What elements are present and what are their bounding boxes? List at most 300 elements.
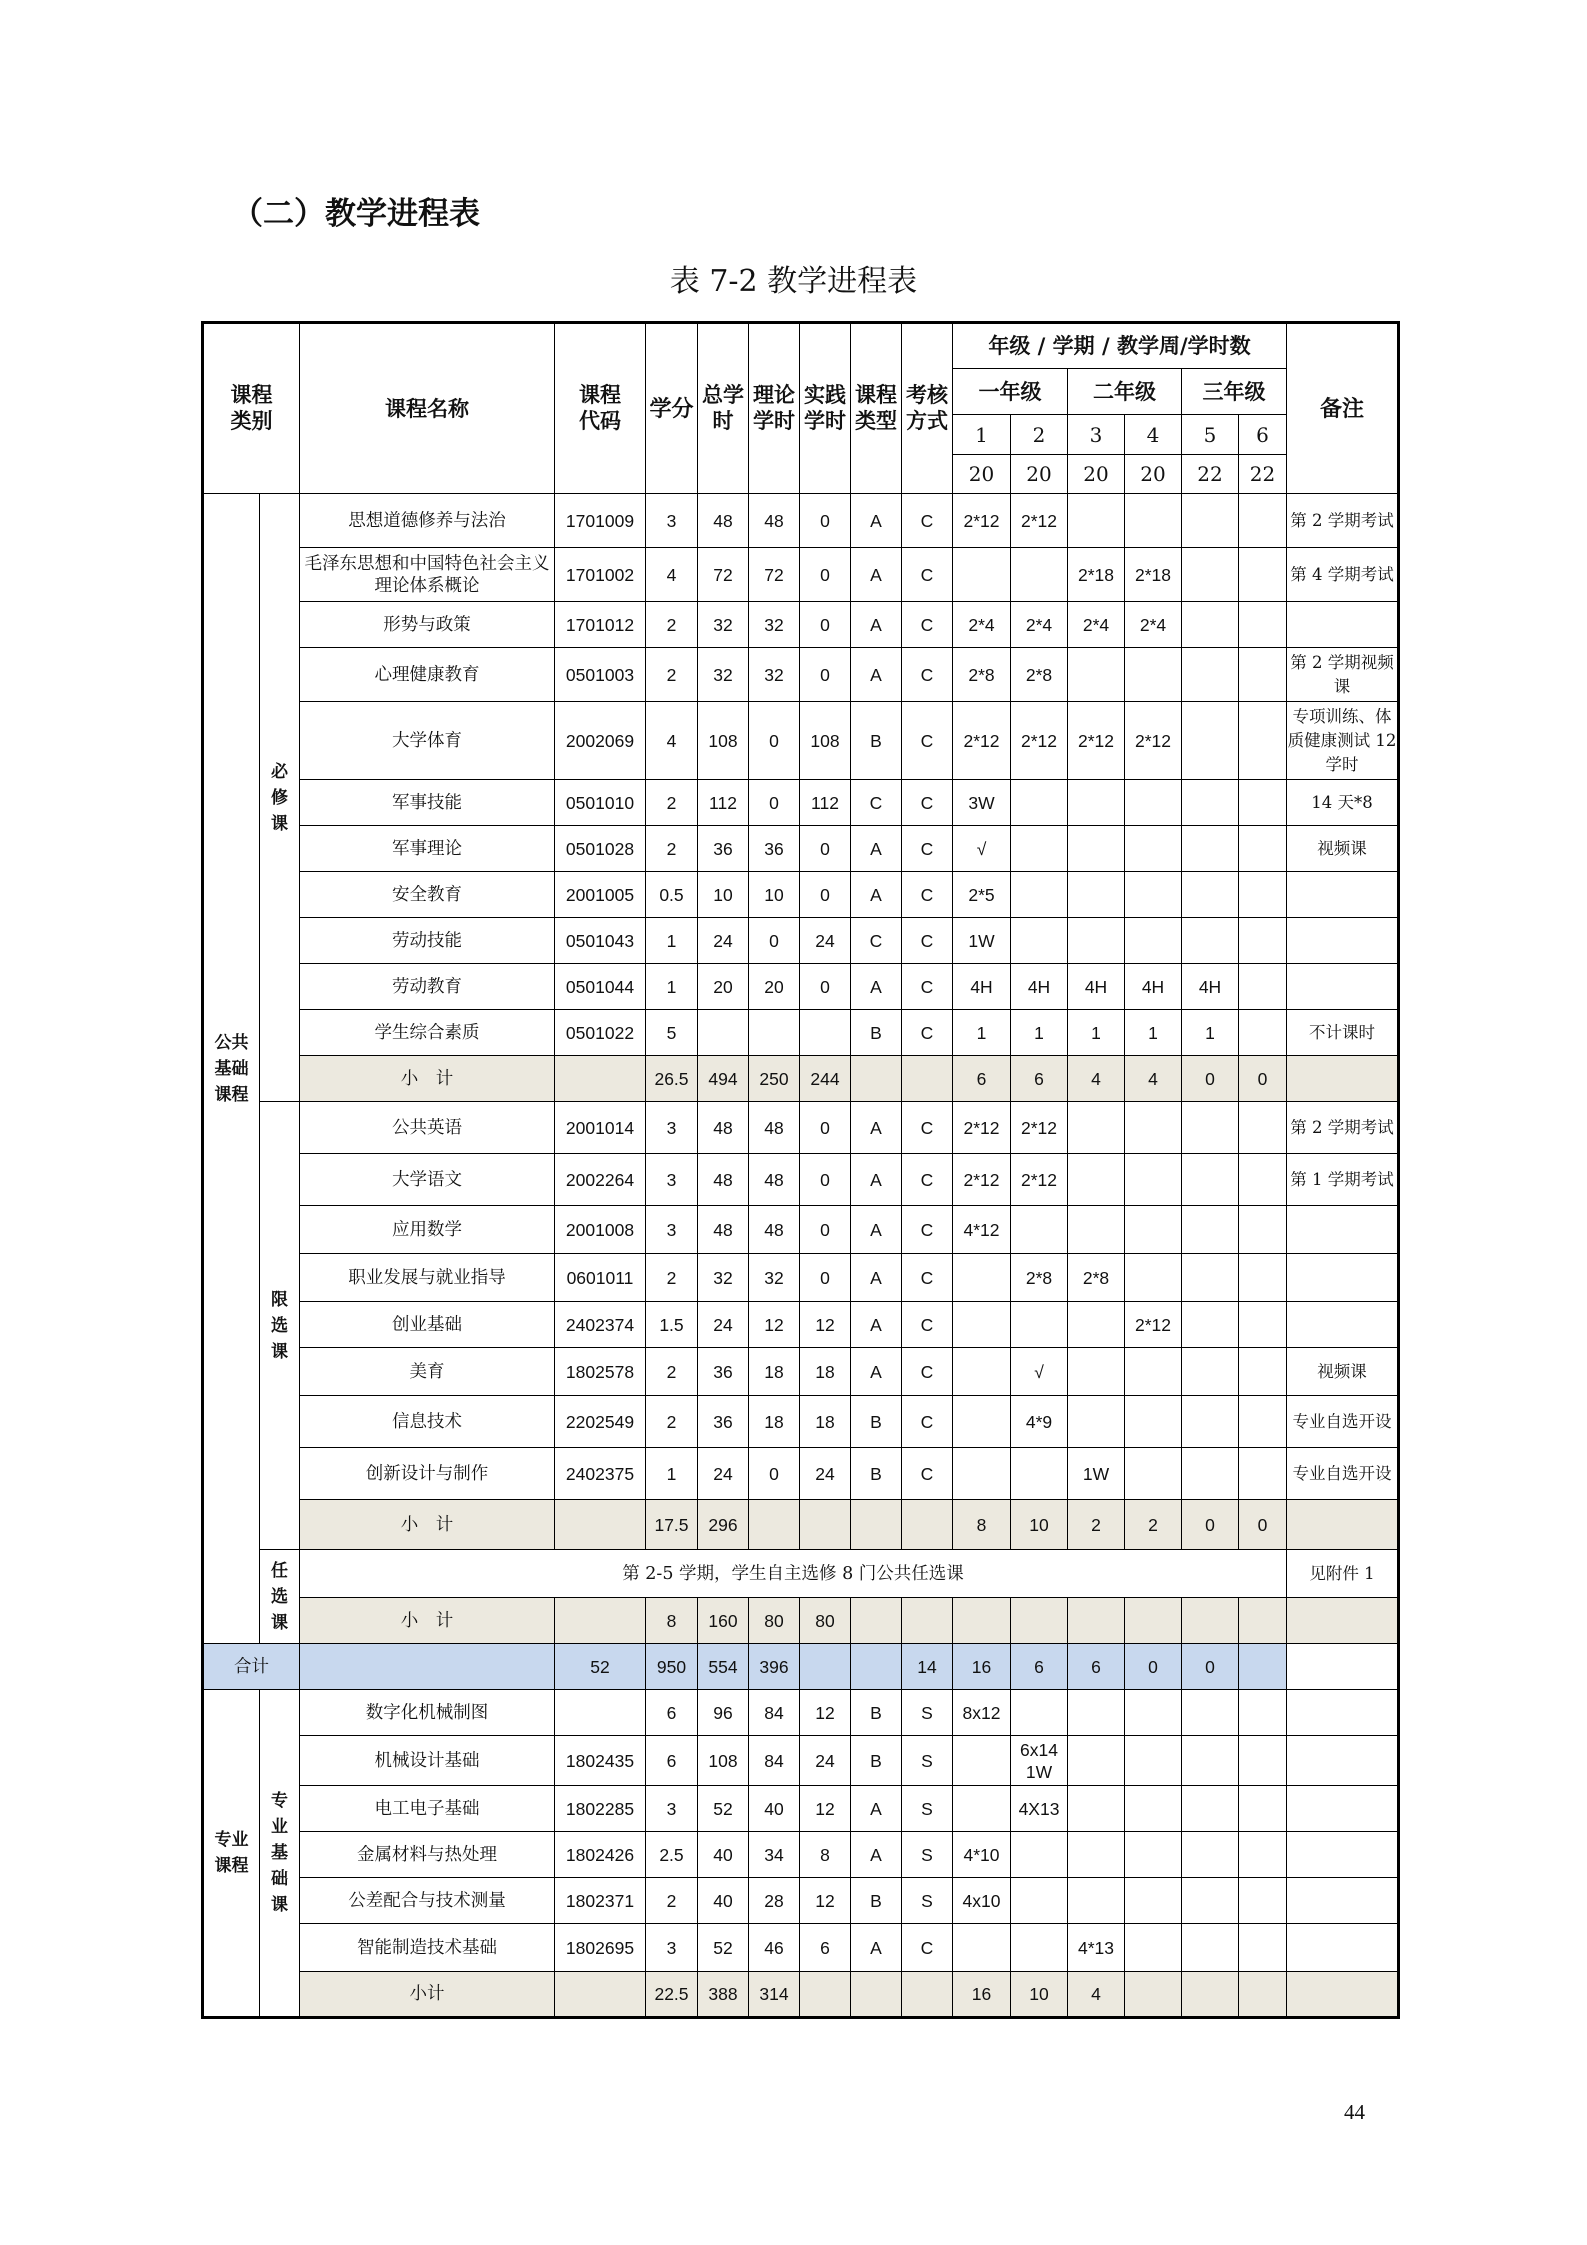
subtotal-term-hours: 4 bbox=[1068, 1056, 1125, 1102]
subtotal-empty bbox=[851, 1056, 902, 1102]
course-term-hours bbox=[1182, 1254, 1239, 1302]
course-term-hours: 1 bbox=[1068, 1010, 1125, 1056]
course-exam: C bbox=[902, 780, 953, 826]
course-term-hours: 2*12 bbox=[1011, 1102, 1068, 1154]
course-term-hours bbox=[1182, 648, 1239, 702]
header-term: 6 bbox=[1239, 415, 1287, 455]
course-type: B bbox=[851, 1010, 902, 1056]
course-term-hours: 2*12 bbox=[1068, 702, 1125, 780]
course-code: 2002069 bbox=[555, 702, 646, 780]
course-name: 学生综合素质 bbox=[300, 1010, 555, 1056]
course-credit: 2 bbox=[646, 1878, 698, 1924]
course-term-hours bbox=[1011, 1206, 1068, 1254]
course-term-hours bbox=[1239, 1206, 1287, 1254]
course-row bbox=[203, 648, 1399, 702]
course-code: 0601011 bbox=[555, 1254, 646, 1302]
course-total-hours: 48 bbox=[698, 1102, 749, 1154]
course-row bbox=[203, 1878, 1399, 1924]
course-term-hours: 2*12 bbox=[1125, 702, 1182, 780]
course-term-hours: 3W bbox=[953, 780, 1011, 826]
subcategory-elective bbox=[260, 1550, 300, 1644]
course-exam: C bbox=[902, 918, 953, 964]
header-weeks: 20 bbox=[953, 455, 1011, 494]
course-term-hours: 2*8 bbox=[1068, 1254, 1125, 1302]
course-term-hours bbox=[1182, 1102, 1239, 1154]
course-total-hours: 96 bbox=[698, 1690, 749, 1736]
course-term-hours bbox=[1068, 494, 1125, 548]
elective-row bbox=[203, 1550, 1399, 1598]
course-credit: 5 bbox=[646, 1010, 698, 1056]
header-weeks: 20 bbox=[1011, 455, 1068, 494]
course-term-hours bbox=[1068, 1302, 1125, 1348]
elective-description: 第 2-5 学期，学生自主选修 8 门公共任选课 bbox=[300, 1550, 1287, 1598]
course-code: 2402374 bbox=[555, 1302, 646, 1348]
subtotal-term-hours: 2 bbox=[1068, 1500, 1125, 1550]
course-exam: S bbox=[902, 1690, 953, 1736]
course-term-hours bbox=[1068, 1786, 1125, 1832]
course-credit: 0.5 bbox=[646, 872, 698, 918]
course-theory-hours: 20 bbox=[749, 964, 800, 1010]
course-credit: 3 bbox=[646, 1924, 698, 1972]
course-total-hours: 52 bbox=[698, 1924, 749, 1972]
course-practice-hours: 0 bbox=[800, 964, 851, 1010]
course-exam: C bbox=[902, 1924, 953, 1972]
subtotal-empty bbox=[1287, 1056, 1399, 1102]
course-row bbox=[203, 1396, 1399, 1448]
course-exam: S bbox=[902, 1736, 953, 1786]
course-type: B bbox=[851, 702, 902, 780]
course-practice-hours: 0 bbox=[800, 1102, 851, 1154]
course-term-hours bbox=[1125, 1878, 1182, 1924]
course-row bbox=[203, 918, 1399, 964]
subtotal-empty bbox=[851, 1598, 902, 1644]
subtotal-empty bbox=[555, 1598, 646, 1644]
course-credit: 2 bbox=[646, 826, 698, 872]
course-term-hours bbox=[1125, 648, 1182, 702]
course-practice-hours: 6 bbox=[800, 1924, 851, 1972]
course-type: A bbox=[851, 494, 902, 548]
course-term-hours bbox=[1182, 826, 1239, 872]
course-credit: 2 bbox=[646, 1254, 698, 1302]
total-label: 合计 bbox=[203, 1644, 300, 1690]
course-note bbox=[1287, 1832, 1399, 1878]
course-credit: 3 bbox=[646, 1102, 698, 1154]
course-term-hours: 4*12 bbox=[953, 1206, 1011, 1254]
vertical-label: 限选课 bbox=[271, 1289, 288, 1362]
course-practice-hours: 12 bbox=[800, 1302, 851, 1348]
header-category: 课程类别 bbox=[203, 323, 300, 494]
course-theory-hours: 32 bbox=[749, 648, 800, 702]
course-note: 第 2 学期考试 bbox=[1287, 1102, 1399, 1154]
course-credit: 3 bbox=[646, 1206, 698, 1254]
course-term-hours bbox=[1182, 872, 1239, 918]
course-credit: 6 bbox=[646, 1690, 698, 1736]
course-name: 军事技能 bbox=[300, 780, 555, 826]
subtotal-empty bbox=[555, 1056, 646, 1102]
course-row bbox=[203, 548, 1399, 602]
course-row bbox=[203, 964, 1399, 1010]
course-term-hours bbox=[1182, 602, 1239, 648]
course-term-hours: 6x14 1W bbox=[1011, 1736, 1068, 1786]
course-row bbox=[203, 1736, 1399, 1786]
subtotal-theory-hours bbox=[749, 1500, 800, 1550]
subtotal-row bbox=[203, 1972, 1399, 2018]
course-term-hours bbox=[1011, 1832, 1068, 1878]
subtotal-theory-hours: 250 bbox=[749, 1056, 800, 1102]
course-name: 军事理论 bbox=[300, 826, 555, 872]
course-row bbox=[203, 702, 1399, 780]
course-term-hours bbox=[1182, 1832, 1239, 1878]
course-term-hours bbox=[1125, 1448, 1182, 1500]
course-term-hours: 4*10 bbox=[953, 1832, 1011, 1878]
header-course-type: 课程类型 bbox=[851, 323, 902, 494]
course-term-hours: 1 bbox=[953, 1010, 1011, 1056]
course-row bbox=[203, 1924, 1399, 1972]
course-total-hours: 72 bbox=[698, 548, 749, 602]
course-row bbox=[203, 1254, 1399, 1302]
course-practice-hours: 12 bbox=[800, 1786, 851, 1832]
course-row bbox=[203, 1010, 1399, 1056]
course-term-hours bbox=[1182, 1448, 1239, 1500]
course-name: 心理健康教育 bbox=[300, 648, 555, 702]
course-total-hours: 24 bbox=[698, 918, 749, 964]
course-type: A bbox=[851, 964, 902, 1010]
course-total-hours: 20 bbox=[698, 964, 749, 1010]
course-term-hours bbox=[1182, 1396, 1239, 1448]
category-public bbox=[203, 494, 260, 1644]
course-credit: 3 bbox=[646, 1154, 698, 1206]
header-theory-hours: 理论学时 bbox=[749, 323, 800, 494]
course-theory-hours: 34 bbox=[749, 1832, 800, 1878]
subtotal-empty bbox=[1287, 1598, 1399, 1644]
subtotal-term-hours bbox=[1182, 1598, 1239, 1644]
course-theory-hours: 18 bbox=[749, 1396, 800, 1448]
course-term-hours bbox=[1068, 1878, 1125, 1924]
total-term-hours: 0 bbox=[1125, 1644, 1182, 1690]
course-term-hours: 2*12 bbox=[1125, 1302, 1182, 1348]
course-term-hours: 2*12 bbox=[1011, 1154, 1068, 1206]
course-name: 数字化机械制图 bbox=[300, 1690, 555, 1736]
course-code: 0501028 bbox=[555, 826, 646, 872]
course-term-hours bbox=[1239, 1448, 1287, 1500]
course-practice-hours: 112 bbox=[800, 780, 851, 826]
course-row bbox=[203, 1832, 1399, 1878]
course-row bbox=[203, 1690, 1399, 1736]
subtotal-term-hours: 4 bbox=[1068, 1972, 1125, 2018]
course-term-hours bbox=[1068, 1102, 1125, 1154]
course-term-hours: 1 bbox=[1011, 1010, 1068, 1056]
course-credit: 2 bbox=[646, 648, 698, 702]
course-term-hours: 2*4 bbox=[1011, 602, 1068, 648]
course-credit: 2 bbox=[646, 1348, 698, 1396]
course-type: A bbox=[851, 602, 902, 648]
course-practice-hours: 18 bbox=[800, 1396, 851, 1448]
course-credit: 2.5 bbox=[646, 1832, 698, 1878]
subtotal-term-hours: 0 bbox=[1182, 1056, 1239, 1102]
course-code: 0501003 bbox=[555, 648, 646, 702]
course-term-hours bbox=[953, 548, 1011, 602]
subtotal-total-hours: 160 bbox=[698, 1598, 749, 1644]
course-term-hours bbox=[1239, 1396, 1287, 1448]
subcategory-prof-basic bbox=[260, 1690, 300, 2018]
subtotal-credit: 26.5 bbox=[646, 1056, 698, 1102]
course-note bbox=[1287, 602, 1399, 648]
course-term-hours bbox=[1125, 918, 1182, 964]
vertical-label: 公共基础课程 bbox=[214, 1032, 249, 1105]
course-term-hours bbox=[1182, 548, 1239, 602]
course-term-hours bbox=[1239, 964, 1287, 1010]
course-code: 2001014 bbox=[555, 1102, 646, 1154]
course-credit: 3 bbox=[646, 494, 698, 548]
course-code: 1701002 bbox=[555, 548, 646, 602]
course-note: 专业自选开设 bbox=[1287, 1396, 1399, 1448]
subtotal-term-hours bbox=[1182, 1972, 1239, 2018]
course-note: 专业自选开设 bbox=[1287, 1448, 1399, 1500]
course-term-hours: 2*18 bbox=[1068, 548, 1125, 602]
subtotal-credit: 17.5 bbox=[646, 1500, 698, 1550]
total-term-hours: 14 bbox=[902, 1644, 953, 1690]
course-name: 劳动教育 bbox=[300, 964, 555, 1010]
subtotal-label: 小 计 bbox=[300, 1598, 555, 1644]
subtotal-empty bbox=[902, 1056, 953, 1102]
subtotal-label: 小 计 bbox=[300, 1056, 555, 1102]
course-name: 大学语文 bbox=[300, 1154, 555, 1206]
subtotal-label: 小计 bbox=[300, 1972, 555, 2018]
course-term-hours bbox=[1125, 494, 1182, 548]
course-credit: 1 bbox=[646, 918, 698, 964]
course-note bbox=[1287, 964, 1399, 1010]
course-type: A bbox=[851, 872, 902, 918]
course-theory-hours: 72 bbox=[749, 548, 800, 602]
course-note: 视频课 bbox=[1287, 826, 1399, 872]
subtotal-empty bbox=[902, 1972, 953, 2018]
course-term-hours bbox=[1125, 1690, 1182, 1736]
subtotal-term-hours: 6 bbox=[953, 1056, 1011, 1102]
course-term-hours: 2*8 bbox=[953, 648, 1011, 702]
course-row bbox=[203, 494, 1399, 548]
course-exam: C bbox=[902, 702, 953, 780]
subtotal-empty bbox=[851, 1972, 902, 2018]
course-exam: C bbox=[902, 602, 953, 648]
course-type: B bbox=[851, 1736, 902, 1786]
course-term-hours bbox=[1182, 1786, 1239, 1832]
course-theory-hours: 0 bbox=[749, 702, 800, 780]
course-term-hours bbox=[1125, 1154, 1182, 1206]
course-term-hours: 4X13 bbox=[1011, 1786, 1068, 1832]
course-practice-hours: 0 bbox=[800, 872, 851, 918]
course-credit: 6 bbox=[646, 1736, 698, 1786]
course-term-hours: 1 bbox=[1125, 1010, 1182, 1056]
course-term-hours: √ bbox=[1011, 1348, 1068, 1396]
header-year3: 三年级 bbox=[1182, 369, 1287, 415]
header-exam-method: 考核方式 bbox=[902, 323, 953, 494]
header-term: 3 bbox=[1068, 415, 1125, 455]
subtotal-empty bbox=[851, 1500, 902, 1550]
course-term-hours bbox=[1068, 826, 1125, 872]
subtotal-total-hours: 494 bbox=[698, 1056, 749, 1102]
course-term-hours bbox=[1068, 1690, 1125, 1736]
course-term-hours bbox=[1011, 1690, 1068, 1736]
course-note bbox=[1287, 1878, 1399, 1924]
course-term-hours bbox=[1125, 1348, 1182, 1396]
course-term-hours bbox=[1239, 1736, 1287, 1786]
course-code: 0501043 bbox=[555, 918, 646, 964]
course-exam: C bbox=[902, 1206, 953, 1254]
course-term-hours bbox=[953, 1786, 1011, 1832]
header-term: 1 bbox=[953, 415, 1011, 455]
total-term-hours: 16 bbox=[953, 1644, 1011, 1690]
total-term-hours: 6 bbox=[1011, 1644, 1068, 1690]
course-type: A bbox=[851, 1924, 902, 1972]
course-row bbox=[203, 1206, 1399, 1254]
course-theory-hours: 0 bbox=[749, 1448, 800, 1500]
course-theory-hours: 48 bbox=[749, 1102, 800, 1154]
course-theory-hours: 84 bbox=[749, 1736, 800, 1786]
course-term-hours: 4H bbox=[1182, 964, 1239, 1010]
course-term-hours bbox=[1182, 1348, 1239, 1396]
course-term-hours bbox=[953, 1736, 1011, 1786]
course-term-hours bbox=[1125, 1102, 1182, 1154]
subtotal-term-hours: 6 bbox=[1011, 1056, 1068, 1102]
vertical-label: 专业基础课 bbox=[271, 1791, 288, 1915]
course-term-hours: 4H bbox=[1125, 964, 1182, 1010]
subtotal-term-hours: 8 bbox=[953, 1500, 1011, 1550]
course-type: A bbox=[851, 548, 902, 602]
course-theory-hours: 36 bbox=[749, 826, 800, 872]
course-practice-hours bbox=[800, 1010, 851, 1056]
course-term-hours bbox=[1125, 1924, 1182, 1972]
course-term-hours: 1W bbox=[953, 918, 1011, 964]
course-total-hours: 36 bbox=[698, 826, 749, 872]
course-term-hours bbox=[1068, 1154, 1125, 1206]
course-term-hours bbox=[1011, 1924, 1068, 1972]
subtotal-row bbox=[203, 1598, 1399, 1644]
course-exam: C bbox=[902, 648, 953, 702]
course-term-hours bbox=[953, 1924, 1011, 1972]
course-exam: S bbox=[902, 1878, 953, 1924]
course-term-hours bbox=[1011, 918, 1068, 964]
course-name: 机械设计基础 bbox=[300, 1736, 555, 1786]
course-theory-hours: 48 bbox=[749, 494, 800, 548]
course-credit: 4 bbox=[646, 702, 698, 780]
course-exam: C bbox=[902, 1396, 953, 1448]
course-term-hours bbox=[1011, 1878, 1068, 1924]
course-type: A bbox=[851, 826, 902, 872]
course-term-hours: 4x10 bbox=[953, 1878, 1011, 1924]
course-exam: C bbox=[902, 964, 953, 1010]
course-exam: C bbox=[902, 494, 953, 548]
course-note bbox=[1287, 1302, 1399, 1348]
course-theory-hours: 32 bbox=[749, 602, 800, 648]
course-practice-hours: 108 bbox=[800, 702, 851, 780]
total-empty bbox=[800, 1644, 851, 1690]
vertical-label: 必修课 bbox=[271, 761, 288, 834]
subtotal-term-hours: 10 bbox=[1011, 1500, 1068, 1550]
subtotal-term-hours: 0 bbox=[1239, 1500, 1287, 1550]
course-note bbox=[1287, 1254, 1399, 1302]
course-term-hours: 1 bbox=[1182, 1010, 1239, 1056]
subtotal-row bbox=[203, 1500, 1399, 1550]
course-term-hours: 2*12 bbox=[953, 494, 1011, 548]
course-credit: 4 bbox=[646, 548, 698, 602]
subtotal-term-hours bbox=[1011, 1598, 1068, 1644]
course-total-hours: 36 bbox=[698, 1396, 749, 1448]
header-year1: 一年级 bbox=[953, 369, 1068, 415]
course-term-hours bbox=[1239, 872, 1287, 918]
subtotal-practice-hours bbox=[800, 1972, 851, 2018]
course-type: B bbox=[851, 1448, 902, 1500]
course-term-hours bbox=[1125, 1396, 1182, 1448]
course-term-hours bbox=[1182, 1302, 1239, 1348]
course-term-hours bbox=[1068, 780, 1125, 826]
course-exam: C bbox=[902, 826, 953, 872]
course-code: 0501022 bbox=[555, 1010, 646, 1056]
header-credit: 学分 bbox=[646, 323, 698, 494]
course-row bbox=[203, 826, 1399, 872]
subtotal-empty bbox=[555, 1500, 646, 1550]
course-note: 第 4 学期考试 bbox=[1287, 548, 1399, 602]
course-code: 2001005 bbox=[555, 872, 646, 918]
course-note: 视频课 bbox=[1287, 1348, 1399, 1396]
course-credit: 3 bbox=[646, 1786, 698, 1832]
course-total-hours: 40 bbox=[698, 1878, 749, 1924]
course-note bbox=[1287, 918, 1399, 964]
course-term-hours bbox=[1182, 1154, 1239, 1206]
course-term-hours: 4*9 bbox=[1011, 1396, 1068, 1448]
course-note bbox=[1287, 872, 1399, 918]
course-theory-hours: 40 bbox=[749, 1786, 800, 1832]
subcategory-limited bbox=[260, 1102, 300, 1550]
course-term-hours bbox=[1239, 1302, 1287, 1348]
course-theory-hours bbox=[749, 1010, 800, 1056]
course-exam: C bbox=[902, 1102, 953, 1154]
course-type: B bbox=[851, 1690, 902, 1736]
course-term-hours bbox=[1068, 872, 1125, 918]
course-term-hours bbox=[953, 1348, 1011, 1396]
course-credit: 1 bbox=[646, 1448, 698, 1500]
total-theory-hours: 554 bbox=[698, 1644, 749, 1690]
course-term-hours bbox=[1182, 1924, 1239, 1972]
course-row bbox=[203, 1154, 1399, 1206]
subtotal-credit: 22.5 bbox=[646, 1972, 698, 2018]
course-code: 1802285 bbox=[555, 1786, 646, 1832]
header-weeks: 22 bbox=[1239, 455, 1287, 494]
subtotal-term-hours: 16 bbox=[953, 1972, 1011, 2018]
course-theory-hours: 46 bbox=[749, 1924, 800, 1972]
course-exam: C bbox=[902, 1302, 953, 1348]
course-code: 1802426 bbox=[555, 1832, 646, 1878]
course-exam: S bbox=[902, 1786, 953, 1832]
course-term-hours bbox=[1125, 872, 1182, 918]
course-name: 电工电子基础 bbox=[300, 1786, 555, 1832]
course-credit: 2 bbox=[646, 1396, 698, 1448]
subtotal-term-hours bbox=[1125, 1598, 1182, 1644]
course-practice-hours: 0 bbox=[800, 602, 851, 648]
course-practice-hours: 0 bbox=[800, 548, 851, 602]
course-code: 2001008 bbox=[555, 1206, 646, 1254]
course-exam: C bbox=[902, 1448, 953, 1500]
course-term-hours: 2*8 bbox=[1011, 648, 1068, 702]
course-term-hours: 8x12 bbox=[953, 1690, 1011, 1736]
subtotal-total-hours: 388 bbox=[698, 1972, 749, 2018]
course-term-hours bbox=[1125, 1786, 1182, 1832]
course-term-hours bbox=[1182, 1878, 1239, 1924]
total-term-hours: 0 bbox=[1182, 1644, 1239, 1690]
course-code: 1701009 bbox=[555, 494, 646, 548]
subtotal-term-hours bbox=[1068, 1598, 1125, 1644]
course-term-hours: 1W bbox=[1068, 1448, 1125, 1500]
course-code bbox=[555, 1690, 646, 1736]
